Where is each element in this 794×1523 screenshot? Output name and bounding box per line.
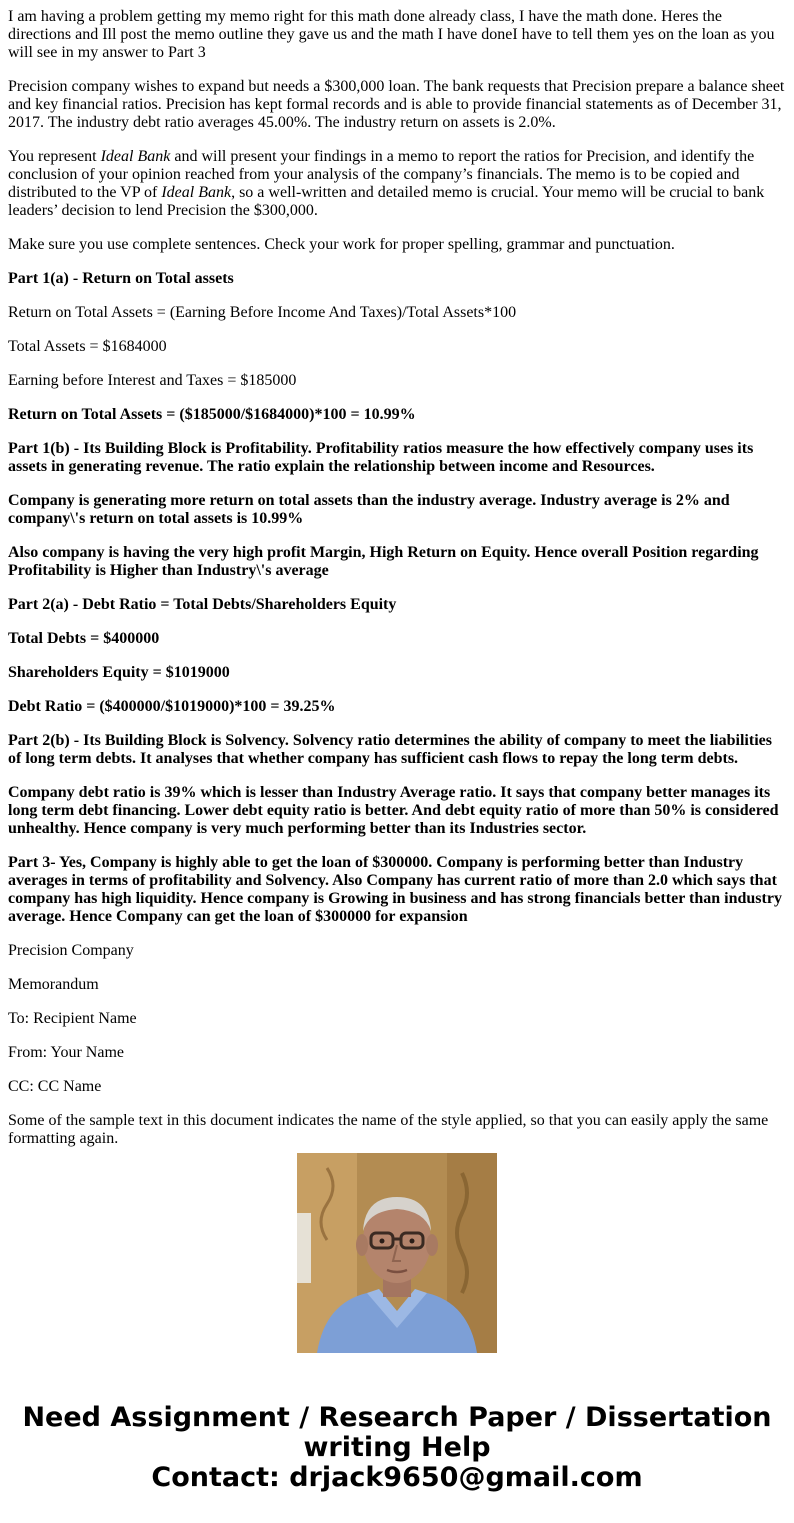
shareholders-equity: Shareholders Equity = $1019000 — [8, 664, 230, 681]
instructions-paragraph: Make sure you use complete sentences. Check your work for proper spelling, grammar and punctuation. — [8, 236, 675, 253]
person-portrait-icon — [297, 1153, 497, 1353]
represent-paragraph — [8, 148, 786, 220]
total-debts: Total Debts = $400000 — [8, 630, 160, 647]
banner-line-1: Need Assignment / Research Paper / Dissertation — [22, 1402, 772, 1433]
part1b-paragraph: Part 1(b) - Its Building Block is Profitability. Profitability ratios measure the how effectively company uses its assets in generating revenue. The ratio explain the relationship between income and Resources. — [8, 440, 754, 475]
ebit-value: Earning before Interest and Taxes = $185000 — [8, 372, 297, 389]
represent-text-3: , so a well-written and detailed memo is crucial. Your memo will be crucial to bank leaders’ decision to lend Precision the $300,000. — [8, 184, 765, 219]
memo-title: Memorandum — [8, 976, 99, 993]
debt-ratio-result: Debt Ratio = ($400000/$1019000)*100 = 39.25% — [8, 698, 336, 715]
roa-result: Return on Total Assets = ($185000/$1684000)*100 = 10.99% — [8, 406, 416, 423]
roa-comparison: Company is generating more return on total assets than the industry average. Industry average is 2% and company\'s return on total assets is 10.99% — [8, 492, 730, 527]
part2a-heading: Part 2(a) - Debt Ratio = Total Debts/Shareholders Equity — [8, 596, 397, 613]
represent-text-2: and will present your findings in a memo to report the ratios for Precision, and identify the conclusion of your opinion reached from your analysis of the company’s financials. The memo is to be copied and distributed to the VP of — [8, 148, 755, 201]
roa-formula: Return on Total Assets = (Earning Before Income And Taxes)/Total Assets*100 — [8, 304, 517, 321]
memo-from: From: Your Name — [8, 1044, 125, 1061]
memo-cc: CC: CC Name — [8, 1078, 102, 1095]
bank-name: Ideal Bank — [161, 184, 232, 201]
banner-contact-email: Contact: drjack9650@gmail.com — [151, 1462, 643, 1493]
banner-line-2: writing Help — [303, 1432, 491, 1463]
intro-paragraph: I am having a problem getting my memo right for this math done already class, I have the math done. Heres the directions and Ill post the memo outline they gave us and the math I have doneI have to tell them yes on the loan as you will see in my answer to Part 3 — [8, 8, 775, 61]
document-content — [8, 0, 786, 1147]
help-contact-banner — [0, 1403, 794, 1493]
memo-to: To: Recipient Name — [8, 1010, 137, 1027]
part3-paragraph: Part 3- Yes, Company is highly able to get the loan of $300000. Company is performing better than Industry averages in terms of profitability and Solvency. Also Company has current ratio of more than 2.0 which says that company has high liquidity. Hence company is Growing in business and has strong financials better than industry average. Hence Company can get the loan of $300000 for expansion — [8, 854, 782, 925]
debt-comparison: Company debt ratio is 39% which is lesser than Industry Average ratio. It says that company better manages its long term debt financing. Lower debt equity ratio is better. And debt equity ratio of more than 50% is considered unhealthy. Hence company is very much performing better than its Industries sector. — [8, 784, 779, 837]
memo-sample-text: Some of the sample text in this document indicates the name of the style applied, so that you can easily apply the same formatting again. — [8, 1112, 769, 1147]
part1a-heading: Part 1(a) - Return on Total assets — [8, 270, 234, 287]
bank-name: Ideal Bank — [100, 148, 171, 165]
scenario-paragraph: Precision company wishes to expand but needs a $300,000 loan. The bank requests that Precision prepare a balance sheet and key financial ratios. Precision has kept formal records and is able to provide financial statements as of December 31, 2017. The industry debt ratio averages 45.00%. The industry return on assets is 2.0%. — [8, 78, 785, 131]
total-assets: Total Assets = $1684000 — [8, 338, 167, 355]
avatar — [297, 1153, 497, 1353]
profitability-summary: Also company is having the very high profit Margin, High Return on Equity. Hence overall Position regarding Profitability is Higher than Industry\'s average — [8, 544, 759, 579]
memo-company: Precision Company — [8, 942, 134, 959]
part2b-paragraph: Part 2(b) - Its Building Block is Solvency. Solvency ratio determines the ability of company to meet the liabilities of long term debts. It analyses that whether company has sufficient cash flows to repay the long term debts. — [8, 732, 772, 767]
represent-text-1: You represent — [8, 148, 101, 165]
